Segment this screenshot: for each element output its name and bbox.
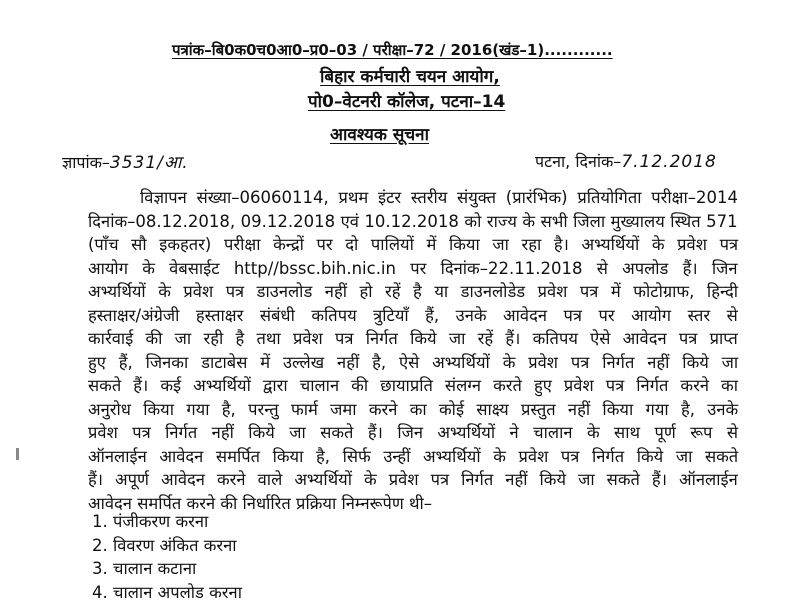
body-line: ऑनलाईन आवेदन समर्पित किया है, सिर्फ उन्हीं अभ्यर्थियों के प्रवेश पत्र निर्गत किये जा सकते: [88, 445, 738, 469]
notice-body: [88, 186, 738, 515]
list-item: 3. चालान कटाना: [92, 557, 242, 581]
list-item: 1. पंजीकरण करना: [92, 510, 242, 534]
body-line: आयोग के वेबसाईट http//bssc.bih.nic.in पर दिनांक–22.11.2018 से अपलोड हैं। जिन: [88, 257, 738, 281]
body-line: हस्ताक्षर/अंग्रेजी हस्ताक्षर संबंधी कतिपय त्रुटियाँ हैं, उनके आवेदन पत्र पर आयोग स्तर से: [88, 304, 738, 328]
list-item: 4. चालान अपलोड करना: [92, 581, 242, 604]
body-line: सकते हैं। कई अभ्यर्थियों द्वारा चालान की छायाप्रति संलग्न करते हुए प्रवेश पत्र निर्गत करने का: [88, 374, 738, 398]
body-line: प्रवेश पत्र निर्गत नहीं किये जा सकते हैं। जिन अभ्यर्थियों ने चालान के साथ पूर्ण रूप से: [88, 421, 738, 445]
body-line: अनुरोध किया गया है, परन्तु फार्म जमा करने का कोई साक्ष्य प्रस्तुत नहीं किया गया है, उनके: [88, 398, 738, 422]
notice-title: आवश्यक सूचना: [330, 122, 429, 145]
body-line: हैं। अपूर्ण आवेदन करने वाले अभ्यर्थियों के प्रवेश पत्र निर्गत नहीं किये जा सकते हैं। ऑनलाईन: [88, 468, 738, 492]
organization-name: बिहार कर्मचारी चयन आयोग,: [320, 64, 500, 87]
body-line: दिनांक–08.12.2018, 09.12.2018 एवं 10.12.2018 को राज्य के सभी जिला मुख्यालय स्थित 571: [88, 210, 738, 234]
list-item: 2. विवरण अंकित करना: [92, 534, 242, 558]
body-line: कार्रवाई की जा रही है तथा प्रवेश पत्र निर्गत किये जा रहें हैं। कतिपय ऐसे आवेदन पत्र प्राप्त: [88, 327, 738, 351]
scan-mark: [16, 448, 19, 460]
memo-label: ज्ञापांक–: [62, 153, 110, 172]
body-line: आवेदन समर्पित करने की निर्धारित प्रक्रिया निम्नरूपेण थी–: [88, 492, 738, 516]
place-date-label: पटना, दिनांक–: [535, 152, 621, 171]
reference-line: पत्रांक–बि0क0च0आ0–प्र0–03 / परीक्षा–72 / 2016(खंड–1)............: [172, 40, 613, 60]
place-date: [535, 150, 717, 172]
date-handwritten: 7.12.2018: [621, 152, 717, 172]
memo-number: [62, 150, 189, 173]
body-line: (पाँच सौ इकहतर) परीक्षा केन्द्रों पर दो पालियों में किया जा रहा है। अभ्यर्थियों के प्रवेश पत्र: [88, 233, 738, 257]
body-line: हुए हैं, जिनका डाटाबेस में उल्लेख नहीं है, ऐसे अभ्यर्थियों के प्रवेश पत्र निर्गत नहीं किये जा: [88, 351, 738, 375]
organization-address: पो0–वेटनरी कॉलेज, पटना–14: [308, 89, 505, 112]
process-steps-list: [92, 510, 242, 604]
body-line: अभ्यर्थियों के प्रवेश पत्र डाउनलोड नहीं हो रहें है या डाउनलोडेड प्रवेश पत्र में फोटोग्राफ, हिन्दी: [88, 280, 738, 304]
memo-number-handwritten: 3531/आ.: [110, 153, 189, 173]
body-line: विज्ञापन संख्या–06060114, प्रथम इंटर स्तरीय संयुक्त (प्रारंभिक) प्रतियोगिता परीक्षा–2014: [88, 186, 738, 210]
